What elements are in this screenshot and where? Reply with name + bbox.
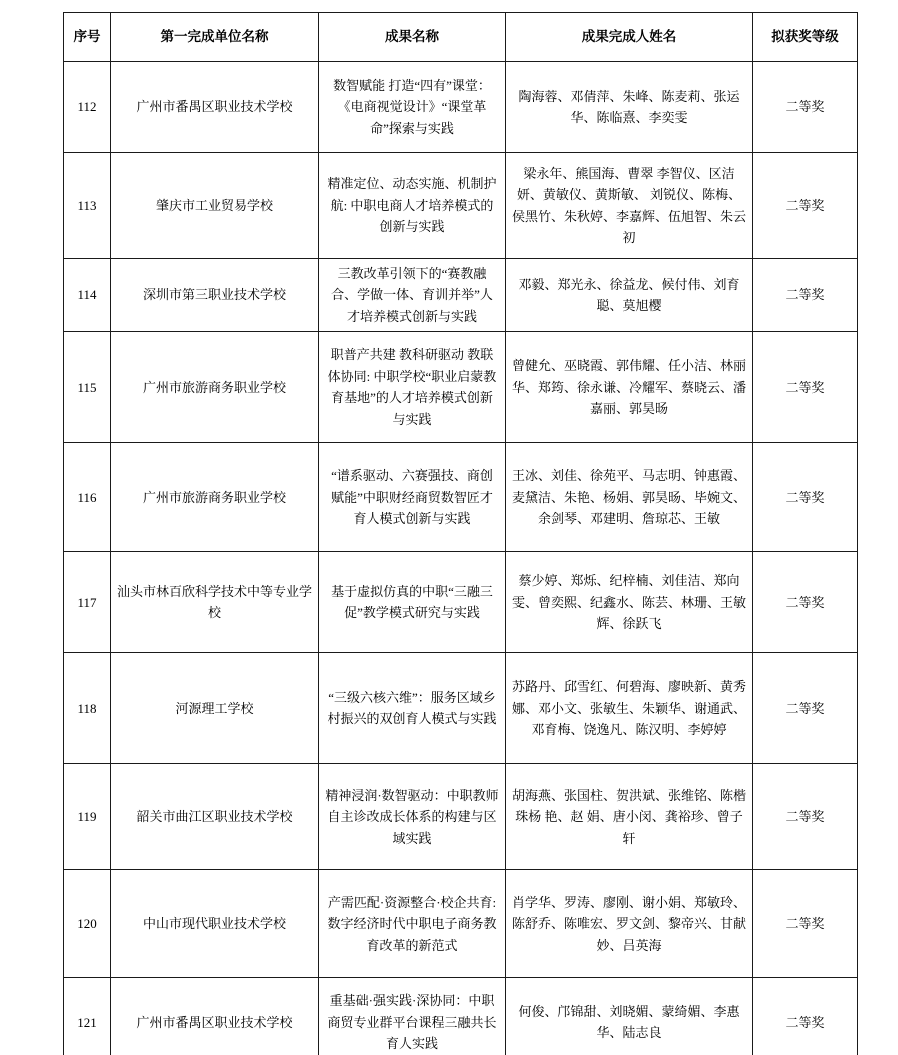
cell-people: 何俊、邝锦甜、刘晓媚、蒙绮媚、李惠华、陆志良: [506, 978, 753, 1055]
cell-people: 曾健允、巫晓霞、郭伟耀、任小洁、林丽华、郑筠、徐永谦、冷耀军、蔡晓云、潘嘉丽、郭昊旸: [506, 332, 753, 443]
cell-award: 二等奖: [753, 764, 858, 870]
cell-index: 121: [64, 978, 111, 1055]
cell-index: 115: [64, 332, 111, 443]
header-row: [64, 13, 858, 62]
cell-index: 113: [64, 153, 111, 259]
cell-achievement: 三教改革引领下的“赛教融合、学做一体、育训并举”人才培养模式创新与实践: [319, 259, 506, 332]
cell-unit: 广州市番禺区职业技术学校: [111, 978, 319, 1055]
table-body: [64, 62, 858, 1055]
table-row: [64, 443, 858, 552]
cell-index: 114: [64, 259, 111, 332]
cell-achievement: “三级六核六维”：服务区域乡村振兴的双创育人模式与实践: [319, 653, 506, 764]
table-row: [64, 259, 858, 332]
cell-achievement: “谱系驱动、六赛强技、商创赋能”中职财经商贸数智匠才育人模式创新与实践: [319, 443, 506, 552]
cell-award: 二等奖: [753, 978, 858, 1055]
cell-unit: 韶关市曲江区职业技术学校: [111, 764, 319, 870]
cell-achievement: 基于虚拟仿真的中职“三融三促”教学模式研究与实践: [319, 552, 506, 653]
table-row: [64, 153, 858, 259]
column-header-unit: 第一完成单位名称: [111, 13, 319, 62]
cell-unit: 广州市旅游商务职业学校: [111, 443, 319, 552]
cell-people: 苏路丹、邱雪红、何碧海、廖映新、黄秀娜、邓小文、张敏生、朱颖华、谢通武、邓育梅、饶逸凡、陈汉明、李婷婷: [506, 653, 753, 764]
cell-achievement: 精准定位、动态实施、机制护航: 中职电商人才培养模式的创新与实践: [319, 153, 506, 259]
cell-people: 陶海蓉、邓倩萍、朱峰、陈麦莉、张运华、陈临熹、李奕雯: [506, 62, 753, 153]
cell-unit: 河源理工学校: [111, 653, 319, 764]
column-header-index: 序号: [64, 13, 111, 62]
table-row: [64, 332, 858, 443]
table-row: [64, 552, 858, 653]
cell-award: 二等奖: [753, 332, 858, 443]
cell-achievement: 职普产共建 教科研驱动 教联体协同: 中职学校“职业启蒙教育基地”的人才培养模式创新与实践: [319, 332, 506, 443]
cell-award: 二等奖: [753, 259, 858, 332]
cell-people: 肖学华、罗涛、廖刚、谢小娟、郑敏玲、陈舒乔、陈唯宏、罗文剑、黎帝兴、甘献妙、吕英海: [506, 870, 753, 978]
cell-unit: 汕头市林百欣科学技术中等专业学校: [111, 552, 319, 653]
cell-index: 118: [64, 653, 111, 764]
cell-index: 120: [64, 870, 111, 978]
cell-people: 邓毅、郑光永、徐益龙、候付伟、刘育聪、莫旭樱: [506, 259, 753, 332]
cell-award: 二等奖: [753, 443, 858, 552]
cell-achievement: 精神浸润·数智驱动：中职教师自主诊改成长体系的构建与区域实践: [319, 764, 506, 870]
cell-achievement: 重基础·强实践·深协同：中职商贸专业群平台课程三融共长育人实践: [319, 978, 506, 1055]
cell-award: 二等奖: [753, 870, 858, 978]
cell-unit: 肇庆市工业贸易学校: [111, 153, 319, 259]
cell-people: 胡海燕、张国柱、贺洪斌、张维铭、陈楷珠杨 艳、赵 娟、唐小闵、龚裕珍、曾子轩: [506, 764, 753, 870]
cell-people: 蔡少婷、郑烁、纪梓楠、刘佳洁、郑向雯、曾奕熙、纪鑫水、陈芸、林珊、王敏辉、徐跃飞: [506, 552, 753, 653]
cell-unit: 广州市旅游商务职业学校: [111, 332, 319, 443]
cell-award: 二等奖: [753, 62, 858, 153]
cell-award: 二等奖: [753, 552, 858, 653]
cell-index: 116: [64, 443, 111, 552]
cell-unit: 中山市现代职业技术学校: [111, 870, 319, 978]
cell-people: 梁永年、熊国海、曹翠 李智仪、区洁妍、黄敏仪、黄斯敏、 刘锐仪、陈梅、侯黑竹、朱秋婷、李嘉辉、伍旭智、朱云初: [506, 153, 753, 259]
cell-award: 二等奖: [753, 153, 858, 259]
table-row: [64, 764, 858, 870]
table-row: [64, 62, 858, 153]
column-header-people: 成果完成人姓名: [506, 13, 753, 62]
cell-index: 117: [64, 552, 111, 653]
cell-achievement: 产需匹配·资源整合·校企共育: 数字经济时代中职电子商务教育改革的新范式: [319, 870, 506, 978]
award-table-container: [63, 12, 857, 1055]
table-row: [64, 653, 858, 764]
column-header-award: 拟获奖等级: [753, 13, 858, 62]
table-header: [64, 13, 858, 62]
cell-award: 二等奖: [753, 653, 858, 764]
cell-unit: 广州市番禺区职业技术学校: [111, 62, 319, 153]
table-row: [64, 978, 858, 1055]
cell-achievement: 数智赋能 打造“四有”课堂：《电商视觉设计》“课堂革命”探索与实践: [319, 62, 506, 153]
column-header-achievement: 成果名称: [319, 13, 506, 62]
cell-people: 王冰、刘佳、徐苑平、马志明、钟惠霞、麦黛洁、朱艳、杨娟、郭昊旸、毕婉文、余剑琴、邓建明、詹琼芯、王敏: [506, 443, 753, 552]
cell-index: 119: [64, 764, 111, 870]
cell-unit: 深圳市第三职业技术学校: [111, 259, 319, 332]
award-table: [63, 12, 858, 1055]
table-row: [64, 870, 858, 978]
cell-index: 112: [64, 62, 111, 153]
